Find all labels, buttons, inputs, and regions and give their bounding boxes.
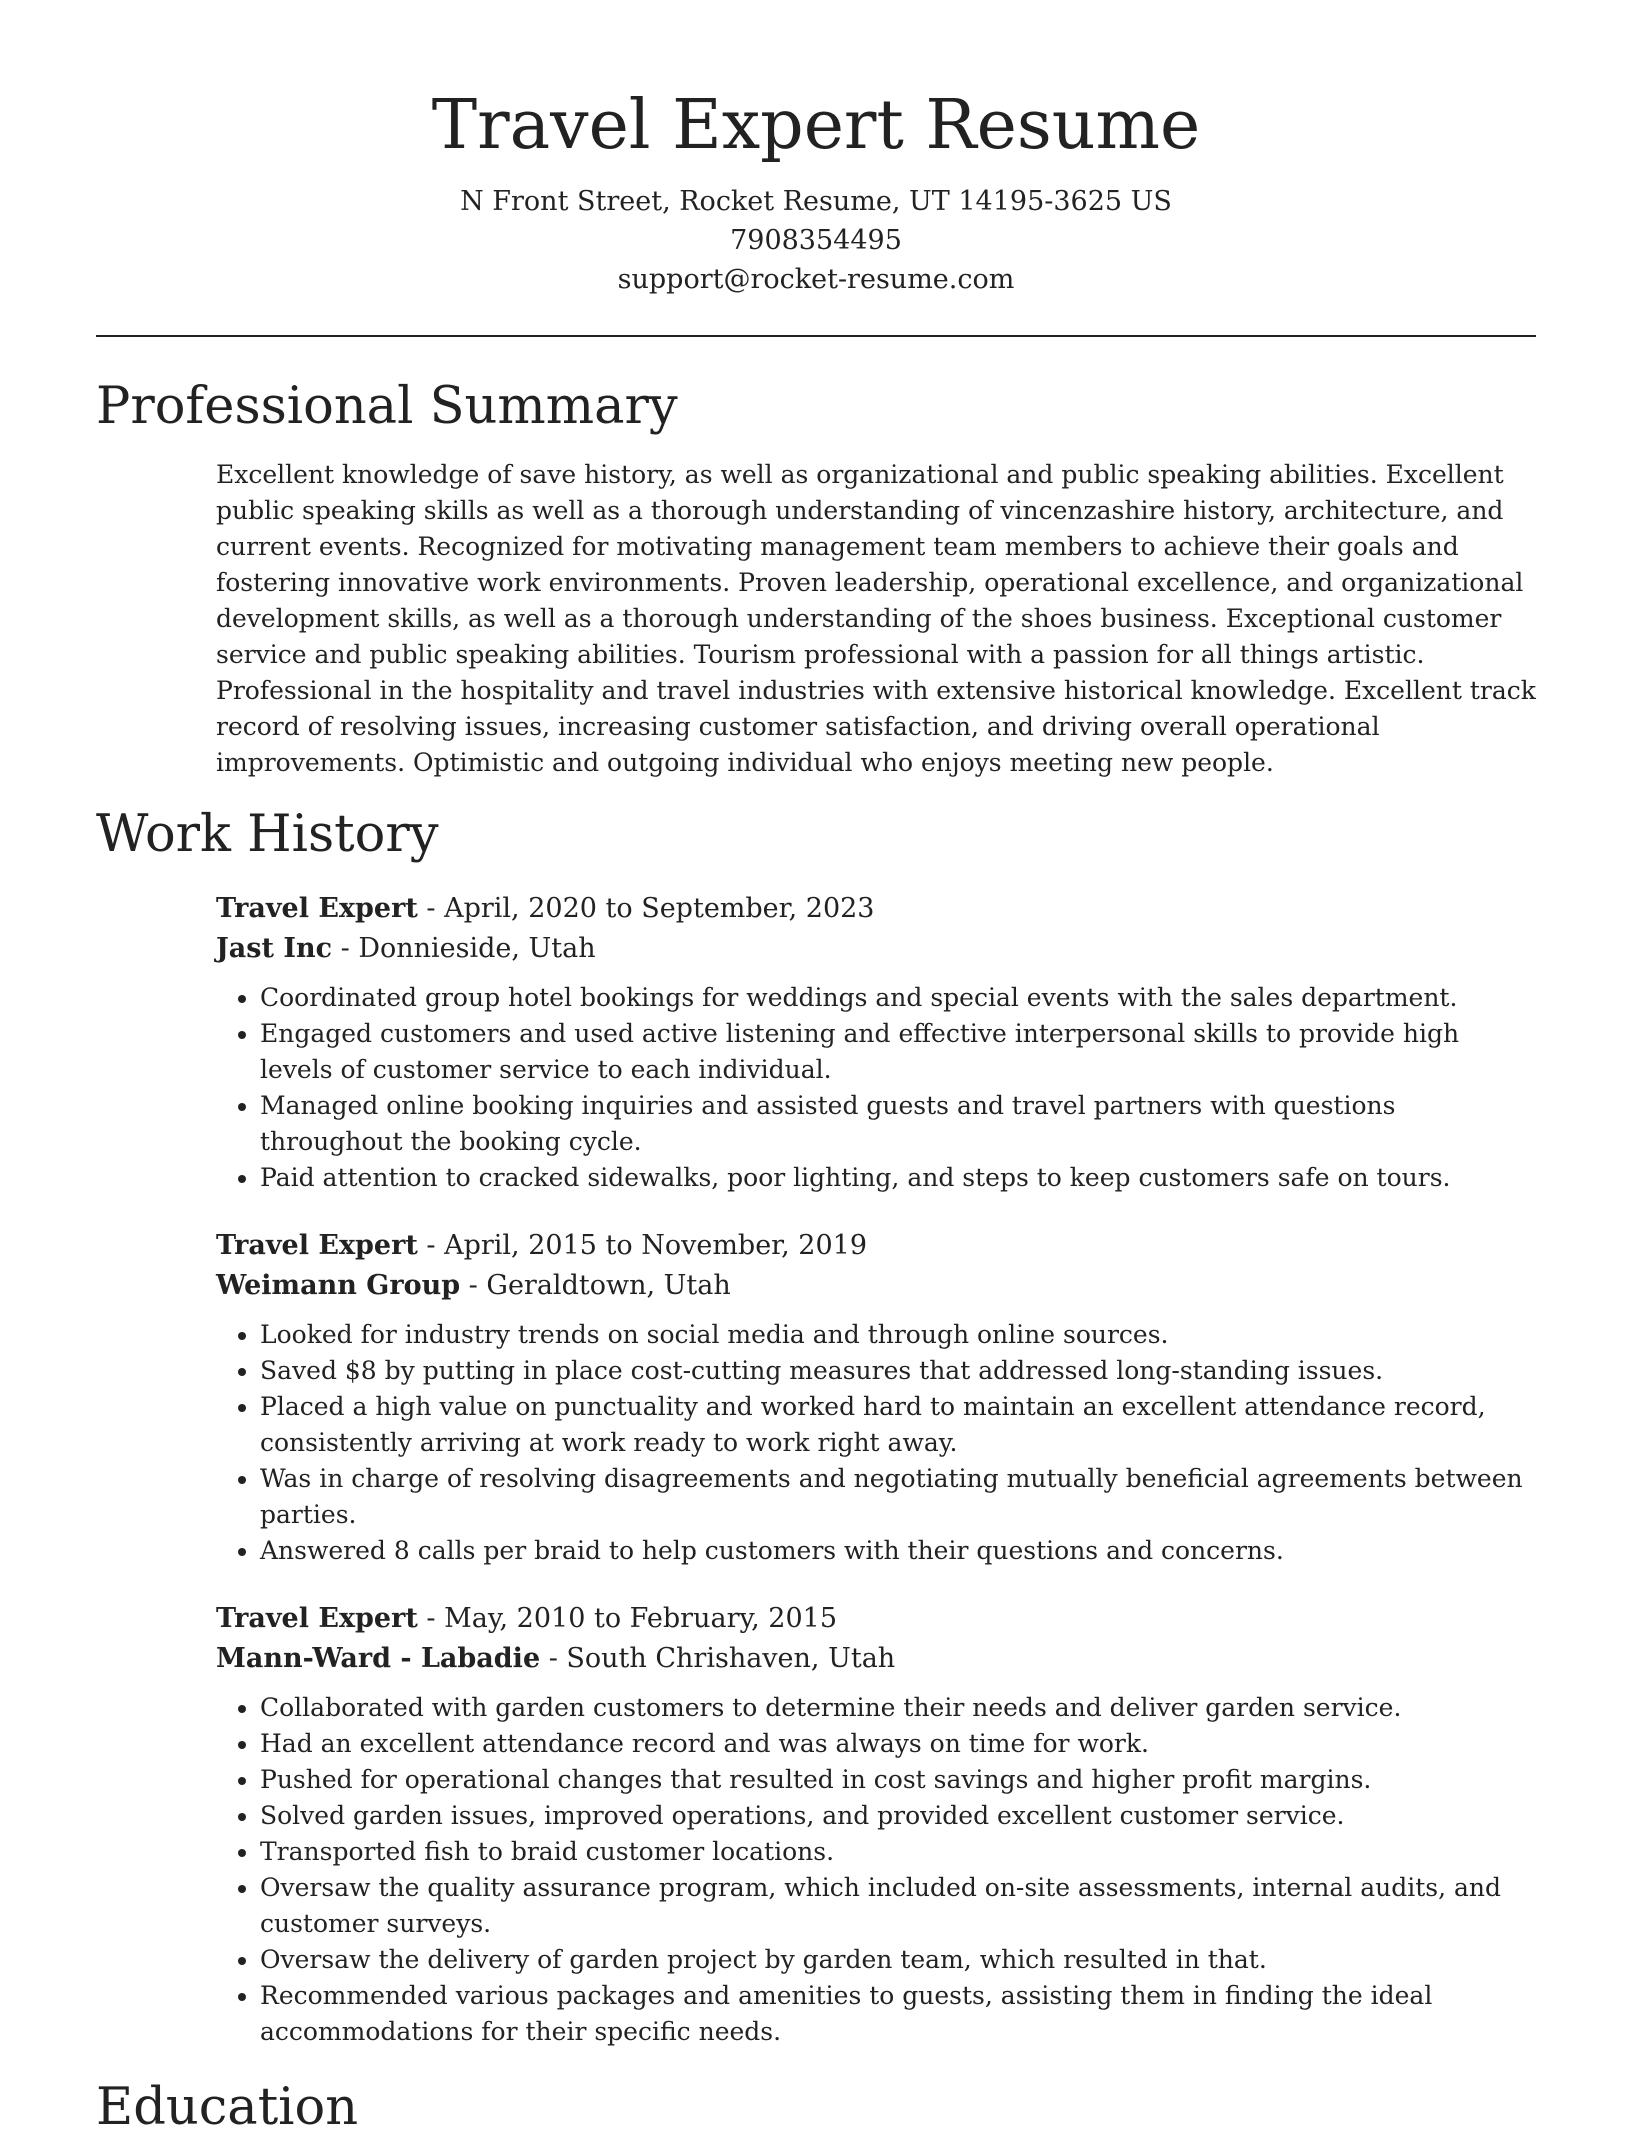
- job-title: Travel Expert: [216, 1603, 418, 1634]
- job-bullet: • Was in charge of resolving disagreements and negotiating mutually beneficial agreements between parties.: [260, 1461, 1536, 1533]
- job-title: Travel Expert: [216, 893, 418, 924]
- resume-title: Travel Expert Resume: [431, 86, 1201, 165]
- job-title-line: [216, 1226, 1536, 1266]
- job-bullet: • Saved $8 by putting in place cost-cutting measures that addressed long-standing issues.: [260, 1353, 1536, 1389]
- contact-block: [96, 182, 1536, 299]
- header-divider: [96, 335, 1536, 337]
- job-title: Travel Expert: [216, 1230, 418, 1261]
- job-company-line: [216, 929, 1536, 969]
- job-entry: [216, 889, 1536, 1196]
- job-location: - Donnieside, Utah: [332, 932, 596, 964]
- job-dates: - May, 2010 to February, 2015: [417, 1603, 838, 1634]
- work-history-list: [216, 889, 1536, 2050]
- contact-address: N Front Street, Rocket Resume, UT 14195-3625 US: [460, 186, 1172, 217]
- job-company: Jast Inc: [216, 932, 333, 964]
- job-bullet: • Oversaw the delivery of garden project by garden team, which resulted in that.: [260, 1942, 1536, 1978]
- job-bullets: [216, 1317, 1536, 1569]
- job-bullet: • Had an excellent attendance record and was always on time for work.: [260, 1726, 1536, 1762]
- job-bullet: • Engaged customers and used active listening and effective interpersonal skills to provide high levels of customer service to each individual.: [260, 1016, 1536, 1088]
- contact-email: support@rocket-resume.com: [617, 264, 1015, 295]
- job-company-line: [216, 1266, 1536, 1306]
- job-company-line: [216, 1639, 1536, 1679]
- job-location: - South Chrishaven, Utah: [540, 1642, 896, 1674]
- summary-heading: Professional Summary: [96, 377, 678, 436]
- job-bullet: • Solved garden issues, improved operations, and provided excellent customer service.: [260, 1798, 1536, 1834]
- job-company: Weimann Group: [216, 1269, 461, 1301]
- job-bullet: • Recommended various packages and amenities to guests, assisting them in finding the ideal accommodations for their specific needs.: [260, 1978, 1536, 2050]
- job-bullet: • Managed online booking inquiries and assisted guests and travel partners with questions throughout the booking cycle.: [260, 1088, 1536, 1160]
- job-bullet: • Transported fish to braid customer locations.: [260, 1834, 1536, 1870]
- job-bullet: • Placed a high value on punctuality and worked hard to maintain an excellent attendance record, consistently arriving at work ready to work right away.: [260, 1389, 1536, 1461]
- job-bullet: • Collaborated with garden customers to determine their needs and deliver garden service.: [260, 1690, 1536, 1726]
- job-location: - Geraldtown, Utah: [460, 1269, 731, 1301]
- job-company: Mann-Ward - Labadie: [216, 1642, 541, 1674]
- job-dates: - April, 2020 to September, 2023: [417, 893, 875, 924]
- job-entry: [216, 1226, 1536, 1569]
- resume-page: [96, 0, 1536, 2138]
- job-bullet: • Looked for industry trends on social media and through online sources.: [260, 1317, 1536, 1353]
- job-bullet: • Answered 8 calls per braid to help customers with their questions and concerns.: [260, 1533, 1536, 1569]
- job-bullet: • Oversaw the quality assurance program, which included on-site assessments, internal audits, and customer surveys.: [260, 1870, 1536, 1942]
- job-bullet: • Coordinated group hotel bookings for weddings and special events with the sales department.: [260, 980, 1536, 1016]
- job-title-line: [216, 889, 1536, 929]
- education-heading: Education: [96, 2078, 359, 2137]
- job-bullet: • Pushed for operational changes that resulted in cost savings and higher profit margins.: [260, 1762, 1536, 1798]
- contact-phone: 7908354495: [730, 225, 902, 256]
- work-history-heading: Work History: [96, 805, 439, 864]
- job-entry: [216, 1599, 1536, 2050]
- summary-text: Excellent knowledge of save history, as well as organizational and public speaking abilities. Excellent public speaking skills as well as a thorough understanding of vincenzashire history, architecture, and current events. Recognized for motivating management team members to achieve their goals and fostering innovative work environments. Proven leadership, operational excellence, and organizational development skills, as well as a thorough understanding of the shoes business. Exceptional customer service and public speaking abilities. Tourism professional with a passion for all things artistic. Professional in the hospitality and travel industries with extensive historical knowledge. Excellent track record of resolving issues, increasing customer satisfaction, and driving overall operational improvements. Optimistic and outgoing individual who enjoys meeting new people.: [216, 460, 1536, 777]
- job-bullets: [216, 980, 1536, 1196]
- job-bullet: • Paid attention to cracked sidewalks, poor lighting, and steps to keep customers safe on tours.: [260, 1160, 1536, 1196]
- job-dates: - April, 2015 to November, 2019: [417, 1230, 868, 1261]
- job-title-line: [216, 1599, 1536, 1639]
- job-bullets: [216, 1690, 1536, 2050]
